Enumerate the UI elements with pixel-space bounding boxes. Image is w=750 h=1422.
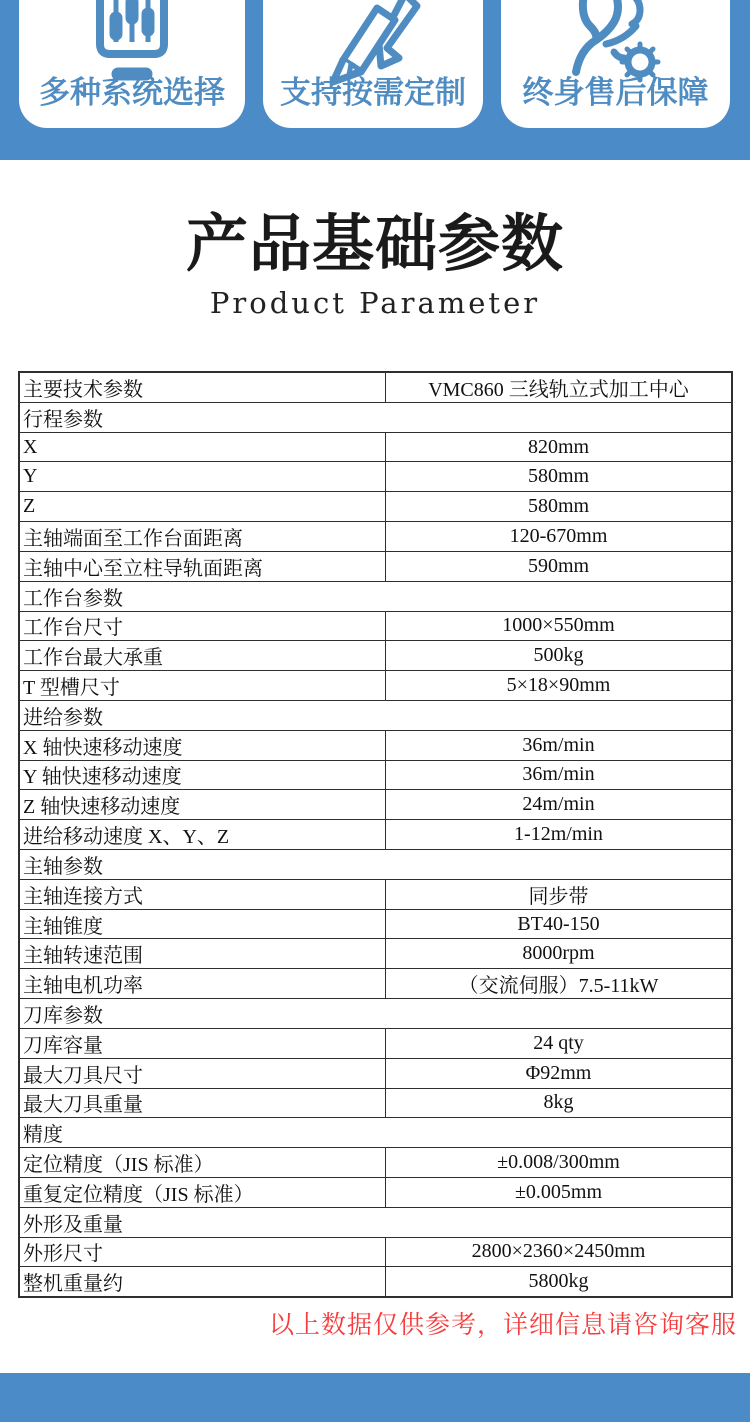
row-label: 主要技术参数 [23,378,143,401]
feature-card-label: 多种系统选择 [39,75,225,110]
row-label: 工作台尺寸 [23,617,123,640]
row-label: 外形及重量 [23,1213,123,1236]
row-label: 最大刀具尺寸 [23,1064,143,1087]
table-section-row [20,403,731,433]
disclaimer-text: 以上数据仅供参考，详细信息请咨询客服 [268,1311,737,1339]
page-title: 产品基础参数 [185,210,564,279]
row-label: 主轴电机功率 [23,975,143,998]
row-value: 8kg [385,1089,731,1118]
table-row [20,612,731,642]
table-row [20,880,731,910]
table-row [20,1059,731,1089]
row-value: 24 qty [385,1029,731,1058]
row-label: 重复定位精度（JIS 标准） [23,1183,254,1206]
page-subtitle: Product Parameter [209,286,541,320]
row-value: 1-12m/min [385,820,731,849]
top-feature-banner [0,0,750,160]
feature-card-label: 终身售后保障 [522,75,709,110]
table-row [20,969,731,999]
table-row [20,1148,731,1178]
row-value: 500kg [385,641,731,670]
table-row [20,1029,731,1059]
row-value: 5800kg [385,1267,731,1296]
footer-blue-bar [0,1373,750,1422]
row-value: ±0.005mm [385,1178,731,1207]
row-value: BT40-150 [385,910,731,939]
table-row [20,641,731,671]
row-label: X [23,435,38,458]
row-label: 主轴参数 [23,855,103,878]
row-value: 120-670mm [385,522,731,551]
row-label: Z 轴快速移动速度 [23,796,181,819]
row-label: 工作台参数 [23,587,123,610]
row-label: 进给移动速度 X、Y、Z [23,826,230,849]
spec-table [18,371,733,1298]
row-value: （交流伺服）7.5-11kW [385,969,731,998]
row-label: Z [23,495,36,518]
table-row [20,1267,731,1296]
row-value: 580mm [385,492,731,521]
row-value: Φ92mm [385,1059,731,1088]
table-row [20,761,731,791]
table-row [20,462,731,492]
feature-card-label: 支持按需定制 [280,75,466,110]
table-section-row [20,1118,731,1148]
row-label: 外形尺寸 [23,1243,103,1266]
row-value: 2800×2360×2450mm [385,1238,731,1267]
row-value: 5×18×90mm [385,671,731,700]
feature-card-system-select [19,0,245,128]
row-label: 整机重量约 [23,1273,123,1296]
table-section-row [20,850,731,880]
table-section-row [20,1208,731,1238]
row-value: 同步带 [385,880,731,909]
table-row [20,373,731,403]
row-label: Y 轴快速移动速度 [23,766,182,789]
row-label: 工作台最大承重 [23,647,163,670]
row-value: 24m/min [385,790,731,819]
row-label: 主轴连接方式 [23,885,143,908]
table-row [20,552,731,582]
row-value: ±0.008/300mm [385,1148,731,1177]
table-row [20,671,731,701]
row-value: 580mm [385,462,731,491]
row-label: 主轴锥度 [23,915,103,938]
row-label: 定位精度（JIS 标准） [23,1154,214,1177]
table-row [20,910,731,940]
table-row [20,939,731,969]
table-section-row [20,999,731,1029]
table-row [20,1089,731,1119]
row-label: 最大刀具重量 [23,1094,143,1117]
row-label: 刀库容量 [23,1034,103,1057]
table-row [20,1178,731,1208]
row-label: 主轴端面至工作台面距离 [23,527,243,550]
row-label: 主轴中心至立柱导轨面距离 [23,557,263,580]
table-row [20,1238,731,1268]
row-value: 590mm [385,552,731,581]
table-row [20,522,731,552]
table-row [20,820,731,850]
row-value: 820mm [385,433,731,462]
table-row [20,790,731,820]
row-value: 8000rpm [385,939,731,968]
row-label: X 轴快速移动速度 [23,736,183,759]
table-row [20,433,731,463]
row-value: 1000×550mm [385,612,731,641]
row-label: Y [23,465,38,488]
row-value: 36m/min [385,761,731,790]
row-label: 精度 [23,1124,63,1147]
row-label: 刀库参数 [23,1004,103,1027]
row-label: T 型槽尺寸 [23,677,120,700]
row-value: VMC860 三线轨立式加工中心 [385,373,731,402]
row-label: 主轴转速范围 [23,945,143,968]
feature-card-customize [263,0,483,128]
feature-card-aftersales [501,0,730,128]
table-section-row [20,582,731,612]
table-section-row [20,701,731,731]
row-label: 行程参数 [23,408,103,431]
row-label: 进给参数 [23,706,103,729]
table-row [20,731,731,761]
row-value: 36m/min [385,731,731,760]
table-row [20,492,731,522]
